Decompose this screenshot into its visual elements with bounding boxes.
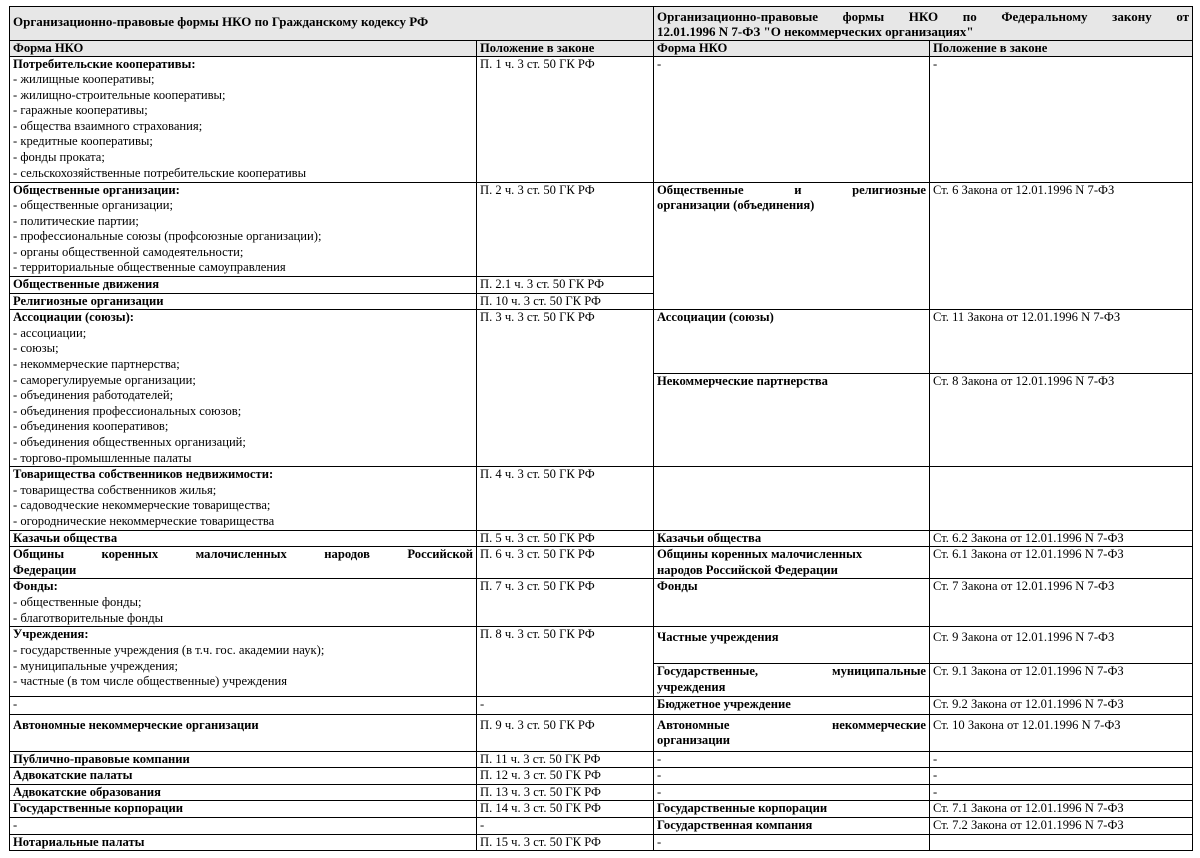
gk-form-cell: Фонды: - общественные фонды; - благотворительные фонды (10, 579, 477, 627)
gk-position-cell: П. 10 ч. 3 ст. 50 ГК РФ (477, 293, 654, 310)
table-row (10, 834, 1193, 851)
gk-form-cell: Государственные корпорации (10, 801, 477, 818)
fz-position-cell: Ст. 9 Закона от 12.01.1996 N 7-ФЗ (930, 627, 1193, 664)
fz-form-cell: Казачьи общества (654, 530, 930, 547)
gk-section-title: Организационно-правовые формы НКО по Гражданскому кодексу РФ (10, 7, 654, 41)
gk-form-cell: Казачьи общества (10, 530, 477, 547)
gk-position-cell: П. 11 ч. 3 ст. 50 ГК РФ (477, 751, 654, 768)
gk-position-cell: П. 7 ч. 3 ст. 50 ГК РФ (477, 579, 654, 627)
fz-position-cell: - (930, 56, 1193, 182)
gk-form-cell: Общины коренных малочисленных народов Российской Федерации (10, 547, 477, 579)
fz-form-cell: Общины коренных малочисленных народов Российской Федерации (654, 547, 930, 579)
fz-position-cell: Ст. 9.1 Закона от 12.01.1996 N 7-ФЗ (930, 664, 1193, 696)
fz-position-cell (930, 467, 1193, 530)
column-header-row (10, 41, 1193, 57)
table-row (10, 627, 1193, 664)
col-header-fz-form: Форма НКО (654, 41, 930, 57)
table-row (10, 714, 1193, 751)
nko-forms-table (9, 6, 1193, 851)
fz-form-cell: - (654, 784, 930, 801)
fz-form-cell: Автономные некоммерческие организации (654, 714, 930, 751)
fz-form-cell: - (654, 751, 930, 768)
fz-form-cell: Ассоциации (союзы) (654, 310, 930, 374)
fz-position-cell: Ст. 6.1 Закона от 12.01.1996 N 7-ФЗ (930, 547, 1193, 579)
fz-form-cell: - (654, 768, 930, 785)
gk-position-cell: П. 6 ч. 3 ст. 50 ГК РФ (477, 547, 654, 579)
fz-position-cell: - (930, 784, 1193, 801)
col-header-gk-position: Положение в законе (477, 41, 654, 57)
fz-form-cell: - (654, 56, 930, 182)
table-row (10, 547, 1193, 579)
table-title-row (10, 7, 1193, 41)
table-row (10, 751, 1193, 768)
gk-position-cell: П. 5 ч. 3 ст. 50 ГК РФ (477, 530, 654, 547)
gk-form-cell: Адвокатские палаты (10, 768, 477, 785)
gk-position-cell: П. 4 ч. 3 ст. 50 ГК РФ (477, 467, 654, 530)
table-row (10, 530, 1193, 547)
fz-form-cell: Государственные корпорации (654, 801, 930, 818)
gk-form-cell: Ассоциации (союзы): - ассоциации; - союзы; - некоммерческие партнерства; - саморегулируемые организации; - объединения работодателей; - объединения профессиональных союзов; - объединения кооперативов; - объединения общественных организаций; - торгово-промышленные палаты (10, 310, 477, 467)
table-row (10, 467, 1193, 530)
fz-form-cell: Государственная компания (654, 817, 930, 834)
gk-position-cell: П. 8 ч. 3 ст. 50 ГК РФ (477, 627, 654, 696)
gk-position-cell: - (477, 817, 654, 834)
fz-form-cell: Бюджетное учреждение (654, 696, 930, 714)
table-row (10, 310, 1193, 374)
gk-form-cell: Общественные движения (10, 277, 477, 294)
fz-position-cell: - (930, 751, 1193, 768)
fz-form-cell: Некоммерческие партнерства (654, 374, 930, 467)
gk-position-cell: П. 9 ч. 3 ст. 50 ГК РФ (477, 714, 654, 751)
gk-position-cell: П. 3 ч. 3 ст. 50 ГК РФ (477, 310, 654, 467)
table-row (10, 56, 1193, 182)
fz-position-cell: Ст. 8 Закона от 12.01.1996 N 7-ФЗ (930, 374, 1193, 467)
table-row (10, 784, 1193, 801)
fz-form-cell: Фонды (654, 579, 930, 627)
fz-position-cell: Ст. 7.1 Закона от 12.01.1996 N 7-ФЗ (930, 801, 1193, 818)
fz-position-cell: Ст. 7 Закона от 12.01.1996 N 7-ФЗ (930, 579, 1193, 627)
gk-form-cell: Нотариальные палаты (10, 834, 477, 851)
gk-form-cell: - (10, 817, 477, 834)
gk-position-cell: П. 12 ч. 3 ст. 50 ГК РФ (477, 768, 654, 785)
table-row (10, 579, 1193, 627)
gk-position-cell: П. 14 ч. 3 ст. 50 ГК РФ (477, 801, 654, 818)
gk-position-cell: П. 2 ч. 3 ст. 50 ГК РФ (477, 182, 654, 277)
gk-form-cell: Общественные организации: - общественные организации; - политические партии; - профессиональные союзы (профсоюзные организации); - органы общественной самодеятельности; - территориальные общественные самоуправления (10, 182, 477, 277)
fz-section-title: Организационно-правовые формы НКО по Федеральному закону от 12.01.1996 N 7-ФЗ "О некоммерческих организациях" (654, 7, 1193, 41)
col-header-gk-form: Форма НКО (10, 41, 477, 57)
fz-position-cell: Ст. 10 Закона от 12.01.1996 N 7-ФЗ (930, 714, 1193, 751)
fz-position-cell: Ст. 11 Закона от 12.01.1996 N 7-ФЗ (930, 310, 1193, 374)
gk-position-cell: П. 1 ч. 3 ст. 50 ГК РФ (477, 56, 654, 182)
fz-form-cell: Общественные и религиозные организации (объединения) (654, 182, 930, 310)
gk-form-cell: Автономные некоммерческие организации (10, 714, 477, 751)
fz-form-cell: Государственные, муниципальные учреждения (654, 664, 930, 696)
table-row (10, 182, 1193, 277)
gk-form-cell: Религиозные организации (10, 293, 477, 310)
fz-position-cell: Ст. 9.2 Закона от 12.01.1996 N 7-ФЗ (930, 696, 1193, 714)
fz-position-cell (930, 834, 1193, 851)
table-row (10, 768, 1193, 785)
table-row (10, 801, 1193, 818)
fz-form-cell: - (654, 834, 930, 851)
gk-form-cell: Учреждения: - государственные учреждения (в т.ч. гос. академии наук); - муниципальные учреждения; - частные (в том числе общественные) учреждения (10, 627, 477, 696)
fz-position-cell: Ст. 7.2 Закона от 12.01.1996 N 7-ФЗ (930, 817, 1193, 834)
table-row (10, 696, 1193, 714)
gk-form-cell: Адвокатские образования (10, 784, 477, 801)
fz-form-cell (654, 467, 930, 530)
fz-position-cell: Ст. 6.2 Закона от 12.01.1996 N 7-ФЗ (930, 530, 1193, 547)
fz-position-cell: Ст. 6 Закона от 12.01.1996 N 7-ФЗ (930, 182, 1193, 310)
gk-position-cell: - (477, 696, 654, 714)
gk-form-cell: Публично-правовые компании (10, 751, 477, 768)
fz-form-cell: Частные учреждения (654, 627, 930, 664)
gk-position-cell: П. 15 ч. 3 ст. 50 ГК РФ (477, 834, 654, 851)
fz-position-cell: - (930, 768, 1193, 785)
gk-form-cell: Потребительские кооперативы: - жилищные кооперативы; - жилищно-строительные кооперативы; - гаражные кооперативы; - общества взаимного страхования; - кредитные кооперативы; - фонды проката; - сельскохозяйственные потребительские кооперативы (10, 56, 477, 182)
nko-comparison-document (9, 6, 1193, 851)
gk-form-cell: Товарищества собственников недвижимости: - товарищества собственников жилья; - садоводческие некоммерческие товарищества; - огороднические некоммерческие товарищества (10, 467, 477, 530)
col-header-fz-position: Положение в законе (930, 41, 1193, 57)
gk-position-cell: П. 2.1 ч. 3 ст. 50 ГК РФ (477, 277, 654, 294)
gk-position-cell: П. 13 ч. 3 ст. 50 ГК РФ (477, 784, 654, 801)
table-row (10, 817, 1193, 834)
gk-form-cell: - (10, 696, 477, 714)
